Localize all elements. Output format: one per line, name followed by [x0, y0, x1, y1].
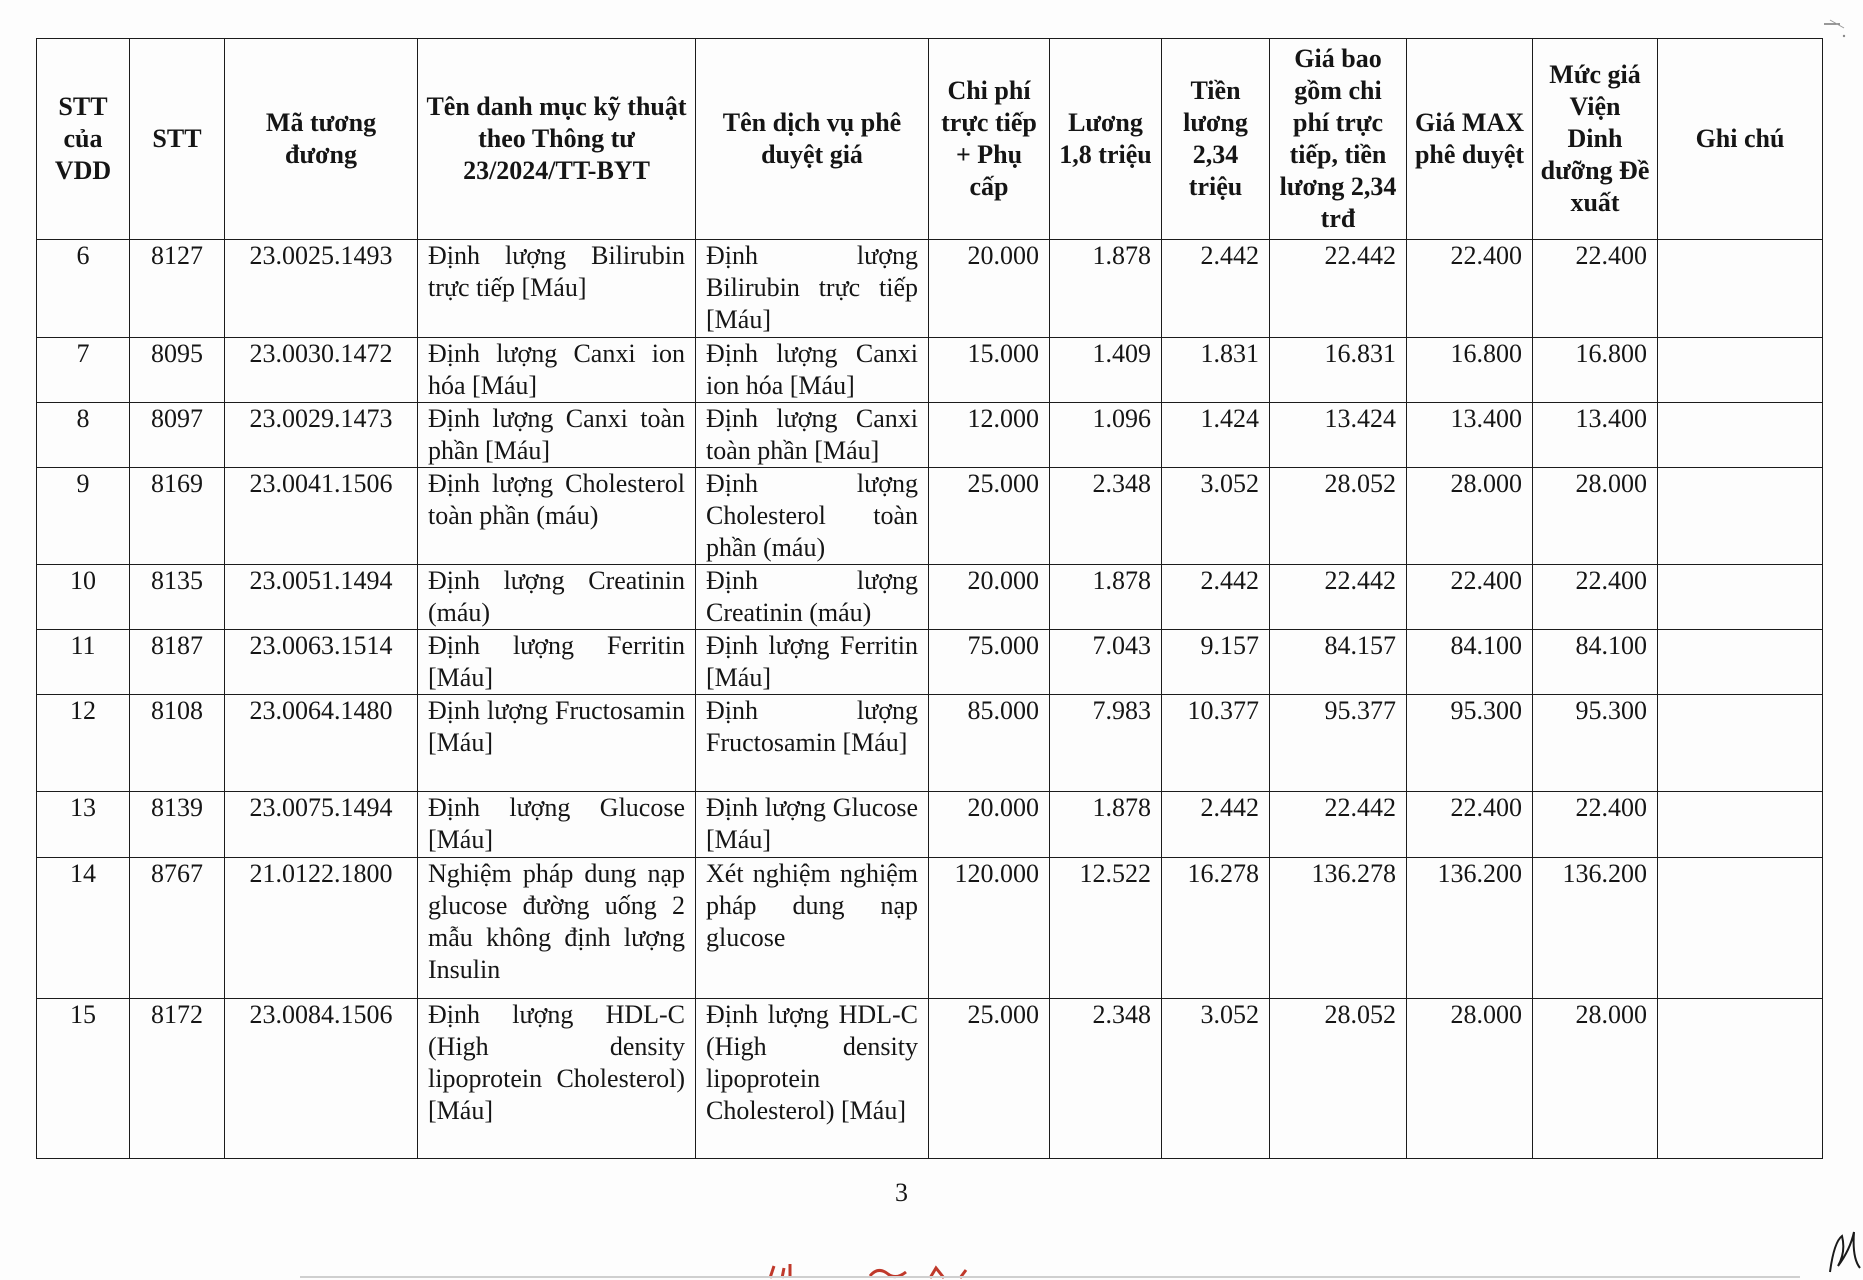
- table-header-row: [37, 39, 1823, 240]
- cell-gia-bao-gom: 13.424: [1270, 403, 1407, 468]
- cell-stt-vdd: 13: [37, 792, 130, 858]
- cell-luong-2-34: 3.052: [1162, 468, 1270, 565]
- cell-stt-vdd: 6: [37, 240, 130, 338]
- cell-luong-1-8: 7.043: [1050, 630, 1162, 695]
- cell-muc-gia: 136.200: [1533, 858, 1658, 999]
- cell-ma: 21.0122.1800: [225, 858, 418, 999]
- cell-luong-2-34: 1.831: [1162, 338, 1270, 403]
- cell-gia-bao-gom: 28.052: [1270, 468, 1407, 565]
- cell-ghi-chu: [1658, 403, 1823, 468]
- cell-stt-vdd: 10: [37, 565, 130, 630]
- cell-gia-bao-gom: 22.442: [1270, 565, 1407, 630]
- cell-ten-ky-thuat: Định lượng Glucose [Máu]: [418, 792, 696, 858]
- cell-luong-1-8: 1.096: [1050, 403, 1162, 468]
- cell-ma: 23.0063.1514: [225, 630, 418, 695]
- cell-gia-max: 22.400: [1407, 565, 1533, 630]
- cell-chi-phi: 20.000: [929, 240, 1050, 338]
- cell-stt-vdd: 15: [37, 999, 130, 1159]
- cell-ma: 23.0030.1472: [225, 338, 418, 403]
- cell-ma: 23.0029.1473: [225, 403, 418, 468]
- cell-muc-gia: 95.300: [1533, 695, 1658, 792]
- table-row: [37, 695, 1823, 792]
- cell-ma: 23.0084.1506: [225, 999, 418, 1159]
- cell-ten-ky-thuat: Định lượng Cholesterol toàn phần (máu): [418, 468, 696, 565]
- cell-gia-max: 16.800: [1407, 338, 1533, 403]
- cell-stt-vdd: 11: [37, 630, 130, 695]
- cell-gia-bao-gom: 22.442: [1270, 792, 1407, 858]
- cell-ma: 23.0025.1493: [225, 240, 418, 338]
- cell-ghi-chu: [1658, 999, 1823, 1159]
- cell-stt: 8127: [130, 240, 225, 338]
- cell-ghi-chu: [1658, 338, 1823, 403]
- cell-luong-2-34: 2.442: [1162, 240, 1270, 338]
- table-row: [37, 240, 1823, 338]
- cell-luong-2-34: 9.157: [1162, 630, 1270, 695]
- cell-gia-bao-gom: 16.831: [1270, 338, 1407, 403]
- table-row: [37, 338, 1823, 403]
- cell-ten-ky-thuat: Định lượng HDL-C (High density lipoprotein Cholesterol) [Máu]: [418, 999, 696, 1159]
- cell-stt: 8135: [130, 565, 225, 630]
- cell-ghi-chu: [1658, 240, 1823, 338]
- cell-stt: 8095: [130, 338, 225, 403]
- cell-luong-1-8: 2.348: [1050, 468, 1162, 565]
- cell-luong-1-8: 1.409: [1050, 338, 1162, 403]
- cell-gia-max: 13.400: [1407, 403, 1533, 468]
- cell-gia-max: 22.400: [1407, 240, 1533, 338]
- table-row: [37, 468, 1823, 565]
- cell-stt-vdd: 12: [37, 695, 130, 792]
- cell-luong-2-34: 3.052: [1162, 999, 1270, 1159]
- cell-ten-dich-vu: Định lượng HDL-C (High density lipoprotein Cholesterol) [Máu]: [696, 999, 929, 1159]
- cell-stt: 8097: [130, 403, 225, 468]
- cell-muc-gia: 84.100: [1533, 630, 1658, 695]
- cell-gia-max: 84.100: [1407, 630, 1533, 695]
- cell-ghi-chu: [1658, 630, 1823, 695]
- bottom-rule: [300, 1276, 1800, 1278]
- cell-ten-dich-vu: Định lượng Cholesterol toàn phần (máu): [696, 468, 929, 565]
- cell-chi-phi: 25.000: [929, 999, 1050, 1159]
- cell-ten-dich-vu: Định lượng Bilirubin trực tiếp [Máu]: [696, 240, 929, 338]
- cell-ma: 23.0064.1480: [225, 695, 418, 792]
- cell-luong-1-8: 1.878: [1050, 792, 1162, 858]
- cell-chi-phi: 85.000: [929, 695, 1050, 792]
- cell-ghi-chu: [1658, 695, 1823, 792]
- cell-ten-dich-vu: Định lượng Canxi ion hóa [Máu]: [696, 338, 929, 403]
- cell-muc-gia: 22.400: [1533, 792, 1658, 858]
- cell-ten-ky-thuat: Định lượng Fructosamin [Máu]: [418, 695, 696, 792]
- cell-stt: 8187: [130, 630, 225, 695]
- header-ten-ky-thuat: Tên danh mục kỹ thuật theo Thông tư 23/2024/TT-BYT: [418, 39, 696, 240]
- cell-ma: 23.0041.1506: [225, 468, 418, 565]
- cell-ten-dich-vu: Định lượng Canxi toàn phần [Máu]: [696, 403, 929, 468]
- header-luong-2-34: Tiền lương 2,34 triệu: [1162, 39, 1270, 240]
- cell-chi-phi: 20.000: [929, 792, 1050, 858]
- table-row: [37, 565, 1823, 630]
- cell-ten-ky-thuat: Định lượng Bilirubin trực tiếp [Máu]: [418, 240, 696, 338]
- cell-luong-1-8: 1.878: [1050, 565, 1162, 630]
- cell-ten-ky-thuat: Định lượng Canxi ion hóa [Máu]: [418, 338, 696, 403]
- cell-luong-2-34: 2.442: [1162, 565, 1270, 630]
- cell-chi-phi: 12.000: [929, 403, 1050, 468]
- cell-ten-ky-thuat: Định lượng Canxi toàn phần [Máu]: [418, 403, 696, 468]
- cell-chi-phi: 25.000: [929, 468, 1050, 565]
- table-row: [37, 999, 1823, 1159]
- cell-luong-1-8: 12.522: [1050, 858, 1162, 999]
- cell-ten-dich-vu: Định lượng Ferritin [Máu]: [696, 630, 929, 695]
- cell-muc-gia: 28.000: [1533, 468, 1658, 565]
- header-luong-1-8: Lương 1,8 triệu: [1050, 39, 1162, 240]
- page-number: 3: [895, 1178, 908, 1207]
- cell-ten-dich-vu: Định lượng Glucose [Máu]: [696, 792, 929, 858]
- cell-luong-2-34: 10.377: [1162, 695, 1270, 792]
- table-row: [37, 403, 1823, 468]
- cell-stt: 8139: [130, 792, 225, 858]
- cell-stt-vdd: 9: [37, 468, 130, 565]
- cell-gia-bao-gom: 95.377: [1270, 695, 1407, 792]
- cell-ghi-chu: [1658, 792, 1823, 858]
- cell-gia-max: 28.000: [1407, 468, 1533, 565]
- cell-chi-phi: 15.000: [929, 338, 1050, 403]
- cell-gia-max: 28.000: [1407, 999, 1533, 1159]
- cell-chi-phi: 20.000: [929, 565, 1050, 630]
- cell-luong-2-34: 16.278: [1162, 858, 1270, 999]
- header-chi-phi: Chi phí trực tiếp + Phụ cấp: [929, 39, 1050, 240]
- cell-stt-vdd: 7: [37, 338, 130, 403]
- table-row: [37, 858, 1823, 999]
- cell-gia-max: 95.300: [1407, 695, 1533, 792]
- cell-gia-bao-gom: 136.278: [1270, 858, 1407, 999]
- cell-luong-1-8: 7.983: [1050, 695, 1162, 792]
- cell-ghi-chu: [1658, 858, 1823, 999]
- header-muc-gia: Mức giá Viện Dinh dưỡng Đề xuất: [1533, 39, 1658, 240]
- cell-ten-ky-thuat: Định lượng Ferritin [Máu]: [418, 630, 696, 695]
- cell-stt: 8767: [130, 858, 225, 999]
- table-row: [37, 630, 1823, 695]
- cell-muc-gia: 13.400: [1533, 403, 1658, 468]
- table-row: [37, 792, 1823, 858]
- cell-muc-gia: 22.400: [1533, 240, 1658, 338]
- price-table: [36, 38, 1823, 1159]
- cell-luong-2-34: 1.424: [1162, 403, 1270, 468]
- cell-chi-phi: 75.000: [929, 630, 1050, 695]
- signature-initials: [1824, 1222, 1863, 1280]
- cell-gia-max: 136.200: [1407, 858, 1533, 999]
- cell-stt: 8108: [130, 695, 225, 792]
- header-ghi-chu: Ghi chú: [1658, 39, 1823, 240]
- cell-muc-gia: 16.800: [1533, 338, 1658, 403]
- header-ma-tuong-duong: Mã tương đương: [225, 39, 418, 240]
- cell-ten-ky-thuat: Nghiệm pháp dung nạp glucose đường uống 2 mẫu không định lượng Insulin: [418, 858, 696, 999]
- cell-ma: 23.0075.1494: [225, 792, 418, 858]
- cell-luong-1-8: 1.878: [1050, 240, 1162, 338]
- cell-ten-ky-thuat: Định lượng Creatinin (máu): [418, 565, 696, 630]
- header-gia-max: Giá MAX phê duyệt: [1407, 39, 1533, 240]
- header-ten-dich-vu: Tên dịch vụ phê duyệt giá: [696, 39, 929, 240]
- cell-chi-phi: 120.000: [929, 858, 1050, 999]
- cell-ten-dich-vu: Định lượng Fructosamin [Máu]: [696, 695, 929, 792]
- cell-muc-gia: 28.000: [1533, 999, 1658, 1159]
- cell-gia-bao-gom: 84.157: [1270, 630, 1407, 695]
- cell-ten-dich-vu: Xét nghiệm nghiệm pháp dung nạp glucose: [696, 858, 929, 999]
- cell-muc-gia: 22.400: [1533, 565, 1658, 630]
- cell-gia-bao-gom: 22.442: [1270, 240, 1407, 338]
- cell-gia-max: 22.400: [1407, 792, 1533, 858]
- cell-stt: 8169: [130, 468, 225, 565]
- cell-ten-dich-vu: Định lượng Creatinin (máu): [696, 565, 929, 630]
- cell-ma: 23.0051.1494: [225, 565, 418, 630]
- header-stt: STT: [130, 39, 225, 240]
- cell-ghi-chu: [1658, 468, 1823, 565]
- cell-stt: 8172: [130, 999, 225, 1159]
- cell-stt-vdd: 8: [37, 403, 130, 468]
- header-stt-vdd: STT của VDD: [37, 39, 130, 240]
- cell-ghi-chu: [1658, 565, 1823, 630]
- cell-gia-bao-gom: 28.052: [1270, 999, 1407, 1159]
- header-gia-bao-gom: Giá bao gồm chi phí trực tiếp, tiền lương 2,34 trđ: [1270, 39, 1407, 240]
- cell-stt-vdd: 14: [37, 858, 130, 999]
- cell-luong-2-34: 2.442: [1162, 792, 1270, 858]
- cell-luong-1-8: 2.348: [1050, 999, 1162, 1159]
